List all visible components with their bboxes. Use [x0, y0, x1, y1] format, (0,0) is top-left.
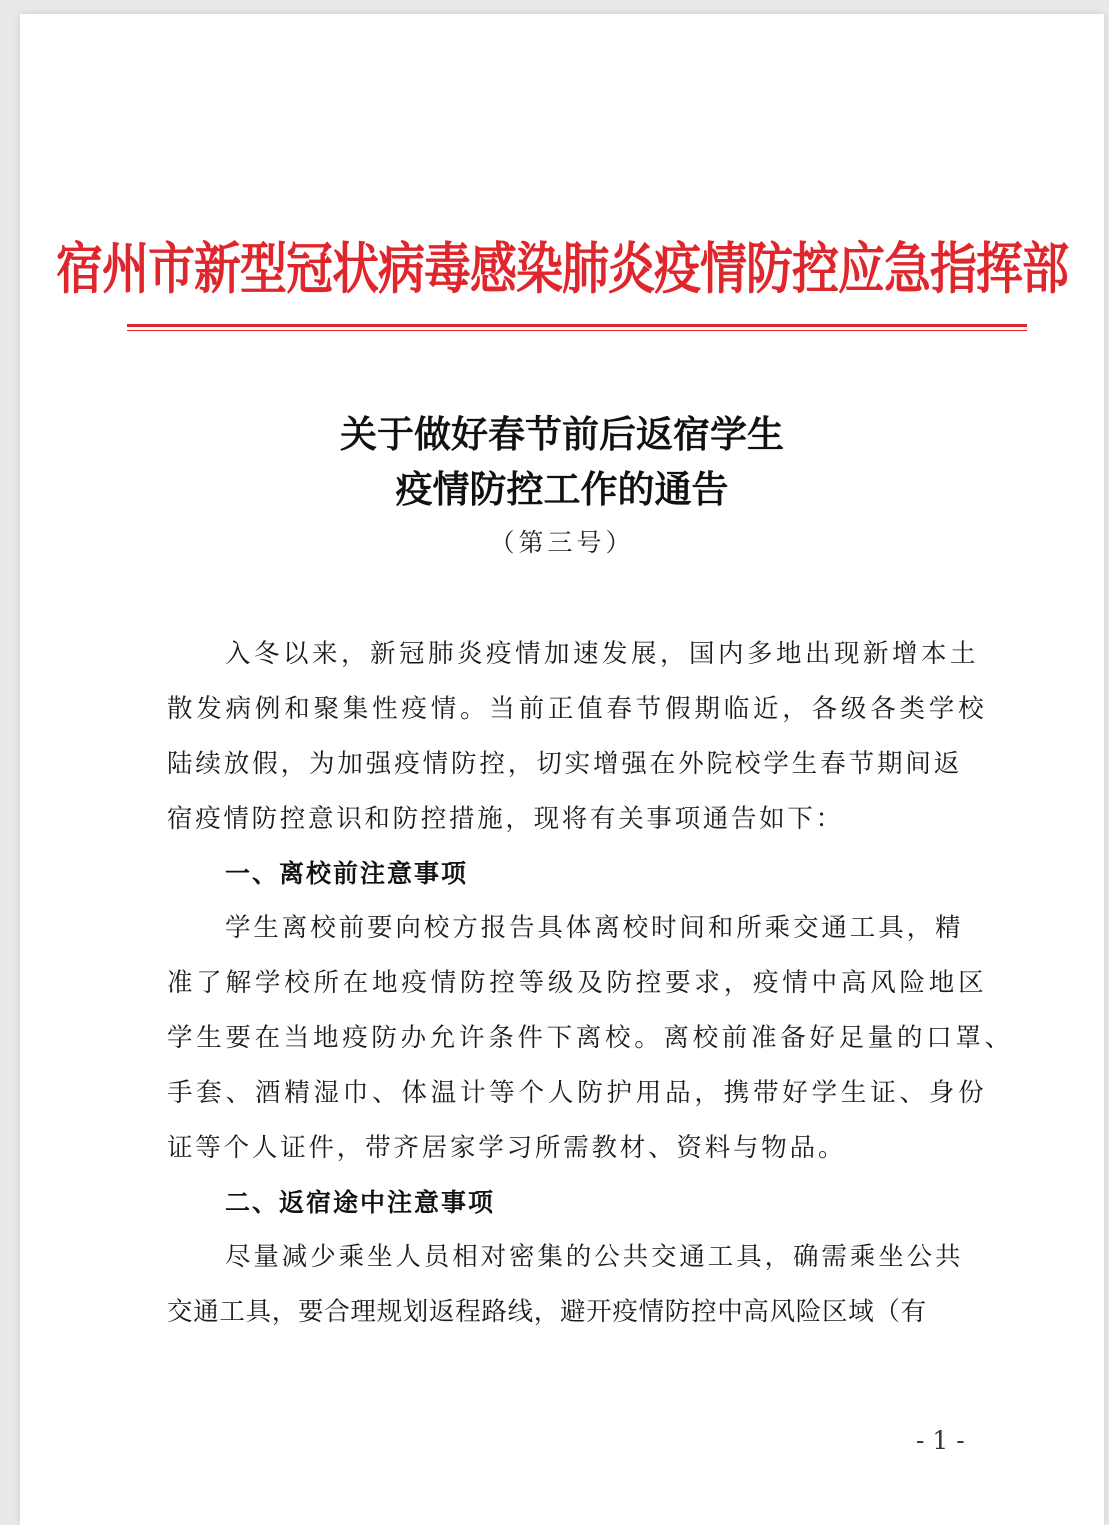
body-line-10: 尽量减少乘坐人员相对密集的公共交通工具，确需乘坐公共: [225, 1242, 964, 1272]
page-number: - 1 -: [916, 1426, 965, 1455]
body-line-8: 手套、酒精湿巾、体温计等个人防护用品，携带好学生证、身份: [167, 1078, 988, 1108]
body-line-11: 交通工具，要合理规划返程路线，避开疫情防控中高风险区域（有: [167, 1297, 927, 1327]
masthead-rule-thick: [127, 324, 1027, 327]
document-page: [20, 14, 1104, 1525]
body-line-5: 学生离校前要向校方报告具体离校时间和所乘交通工具，精: [225, 913, 964, 943]
body-line-4: 宿疫情防控意识和防控措施，现将有关事项通告如下：: [167, 804, 844, 834]
body-line-9: 证等个人证件，带齐居家学习所需教材、资料与物品。: [167, 1133, 847, 1163]
masthead-rule-thin: [127, 330, 1027, 331]
body-line-7: 学生要在当地疫防办允许条件下离校。离校前准备好足量的口罩、: [167, 1023, 1014, 1053]
section-heading-1: 一、离校前注意事项: [225, 859, 469, 888]
section-heading-2: 二、返宿途中注意事项: [225, 1188, 496, 1217]
notice-title-line-2: 疫情防控工作的通告: [395, 467, 729, 511]
notice-title-line-1: 关于做好春节前后返宿学生: [340, 412, 784, 456]
notice-number: （第三号）: [489, 528, 635, 557]
body-line-2: 散发病例和聚集性疫情。当前正值春节假期临近，各级各类学校: [167, 694, 988, 724]
body-line-3: 陆续放假，为加强疫情防控，切实增强在外院校学生春节期间返: [167, 749, 963, 779]
masthead-title: 宿州市新型冠状病毒感染肺炎疫情防控应急指挥部: [56, 237, 1068, 303]
body-line-1: 入冬以来，新冠肺炎疫情加速发展，国内多地出现新增本土: [225, 639, 980, 669]
body-line-6: 准了解学校所在地疫情防控等级及防控要求，疫情中高风险地区: [167, 968, 988, 998]
